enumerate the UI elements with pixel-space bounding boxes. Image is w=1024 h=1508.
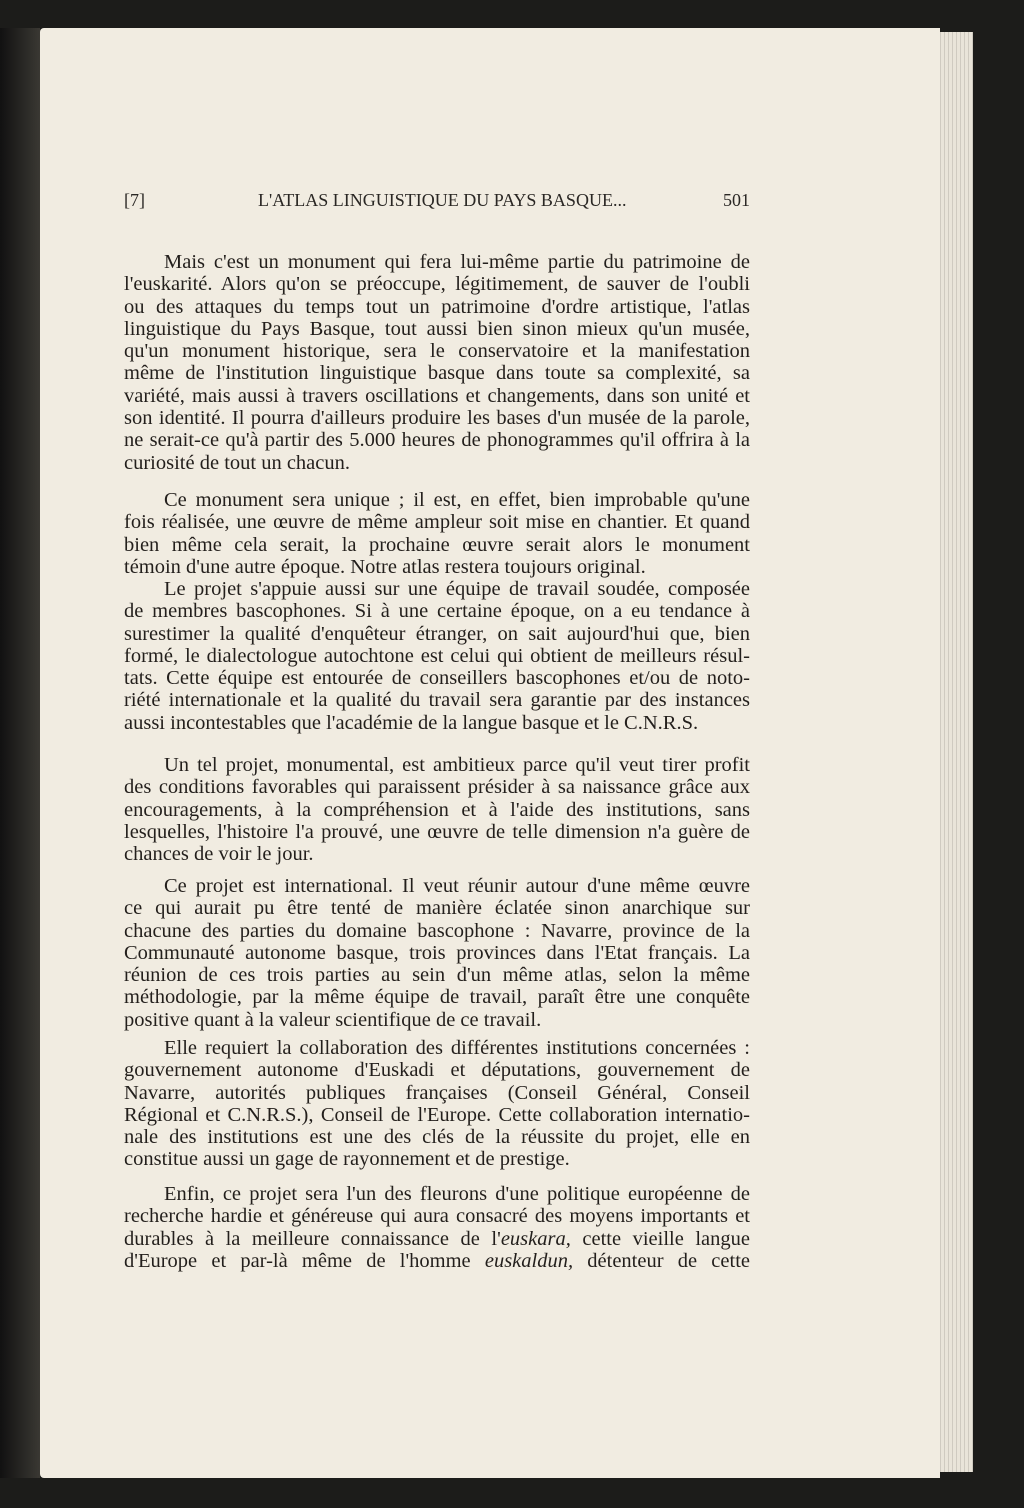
text-line: curiosité de tout un chacun.	[124, 451, 351, 474]
text-line: des conditions favorables qui paraissent présider à sa naissance grâce aux	[124, 776, 750, 799]
page-number: 501	[723, 190, 750, 210]
text-line: de membres bascophones. Si à une certaine époque, on a eu tendance à	[124, 600, 750, 623]
text-line	[124, 1250, 750, 1272]
running-header	[124, 190, 750, 214]
text-line: recherche hardie et généreuse qui aura consacré des moyens importants et	[124, 1205, 750, 1228]
text-line	[124, 1228, 750, 1250]
text-line: Enfin, ce projet sera l'un des fleurons d'une politique européenne de	[164, 1183, 750, 1205]
text-segment: durables à la meilleure connaissance de l'	[124, 1227, 501, 1250]
paragraph	[124, 251, 750, 474]
italic-word: euskara,	[500, 1227, 571, 1250]
text-line: Régional et C.N.R.S.), Conseil de l'Europe. Cette collaboration internatio-	[124, 1103, 750, 1126]
text-line: Le projet s'appuie aussi sur une équipe de travail soudée, composée	[164, 578, 750, 600]
running-title: L'ATLAS LINGUISTIQUE DU PAYS BASQUE...	[258, 190, 627, 210]
text-line: son identité. Il pourra d'ailleurs produire les bases d'un musée de la parole,	[124, 407, 750, 430]
text-line: l'euskarité. Alors qu'on se préoccupe, légitimement, de sauver de l'oubli	[124, 273, 750, 296]
text-line: Communauté autonome basque, trois provinces dans l'Etat français. La	[124, 941, 750, 964]
text-line: fois réalisée, une œuvre de même ampleur soit mise en chantier. Et quand	[124, 511, 750, 534]
paragraph	[124, 578, 750, 734]
text-line: linguistique du Pays Basque, tout aussi bien sinon mieux qu'un musée,	[124, 317, 750, 340]
paragraph	[124, 1037, 750, 1171]
text-line: encouragements, à la compréhension et à l'aide des institutions, sans	[124, 798, 750, 821]
text-line: Ce monument sera unique ; il est, en effet, bien improbable qu'une	[164, 489, 750, 511]
text-line: réunion de ces trois parties au sein d'un même atlas, selon la même	[124, 964, 750, 987]
text-line: tats. Cette équipe est entourée de conseillers bascophones et/ou de noto-	[124, 667, 750, 690]
text-line: riété internationale et la qualité du travail sera garantie par des instances	[124, 689, 750, 712]
text-line: Un tel projet, monumental, est ambitieux parce qu'il veut tirer profit	[164, 754, 750, 776]
italic-word: euskaldun,	[484, 1249, 574, 1272]
paragraph	[124, 875, 750, 1031]
text-line: gouvernement autonome d'Euskadi et députations, gouvernement de	[124, 1059, 750, 1082]
paragraph	[124, 1183, 750, 1272]
text-line: Ce projet est international. Il veut réunir autour d'une même œuvre	[164, 875, 750, 897]
text-line: lesquelles, l'histoire l'a prouvé, une œuvre de telle dimension n'a guère de	[124, 820, 750, 843]
text-segment: détenteur de cette	[573, 1249, 750, 1272]
text-line: Navarre, autorités publiques françaises (Conseil Général, Conseil	[124, 1081, 750, 1104]
text-line: nale des institutions est une des clés de la réussite du projet, elle en	[124, 1126, 750, 1149]
text-line: Elle requiert la collaboration des différentes institutions concernées :	[164, 1037, 750, 1059]
text-line: bien même cela serait, la prochaine œuvre serait alors le monument	[124, 533, 750, 556]
text-line: méthodologie, par la même équipe de travail, paraît être une conquête	[124, 986, 750, 1009]
text-line: témoin d'une autre époque. Notre atlas restera toujours original.	[124, 555, 646, 578]
text-line: constitue aussi un gage de rayonnement et de prestige.	[124, 1148, 570, 1171]
paragraph	[124, 489, 750, 578]
text-line: aussi incontestables que l'académie de la langue basque et le C.N.R.S.	[124, 711, 699, 734]
text-line: variété, mais aussi à travers oscillations et changements, dans son unité et	[124, 384, 750, 407]
text-segment: d'Europe et par-là même de l'homme	[124, 1249, 485, 1272]
text-segment: cette vieille langue	[570, 1227, 750, 1250]
section-number: [7]	[124, 190, 145, 210]
text-line: qu'un monument historique, sera le conservatoire et la manifestation	[124, 340, 750, 363]
paragraph	[124, 754, 750, 865]
book-gutter-shadow	[0, 28, 40, 1478]
text-line: positive quant à la valeur scientifique de ce travail.	[124, 1008, 542, 1031]
text-line: ne serait-ce qu'à partir des 5.000 heures de phonogrammes qu'il offrira à la	[124, 429, 750, 452]
text-line: ce qui aurait pu être tenté de manière éclatée sinon anarchique sur	[124, 897, 750, 920]
text-line: Mais c'est un monument qui fera lui-même partie du patrimoine de	[164, 251, 750, 273]
text-line: chacune des parties du domaine bascophone : Navarre, province de la	[124, 919, 750, 942]
text-line: ou des attaques du temps tout un patrimoine d'ordre artistique, l'atlas	[124, 295, 750, 318]
text-line: surestimer la qualité d'enquêteur étranger, on sait aujourd'hui que, bien	[124, 622, 750, 645]
text-line: chances de voir le jour.	[124, 843, 314, 866]
text-line: même de l'institution linguistique basque dans toute sa complexité, sa	[124, 362, 750, 385]
text-line: formé, le dialectologue autochtone est celui qui obtient de meilleurs résul-	[124, 644, 750, 667]
